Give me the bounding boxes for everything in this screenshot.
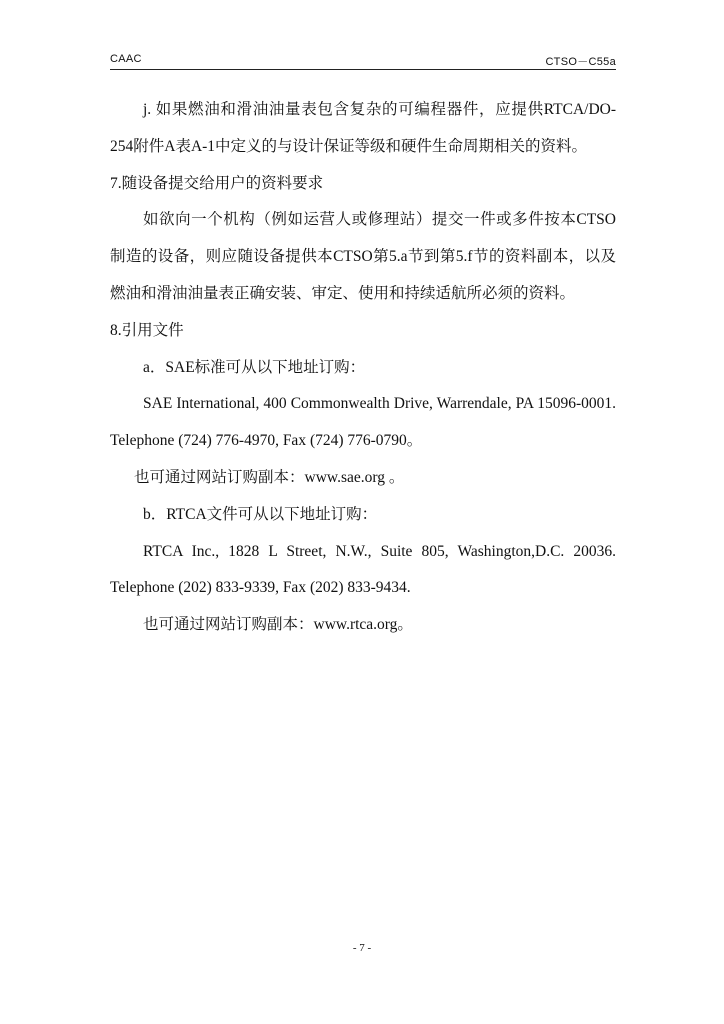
document-body [110, 92, 616, 644]
rtca-website: 也可通过网站订购副本：www.rtca.org。 [143, 616, 413, 634]
section-7-heading: 7.随设备提交给用户的资料要求 [110, 174, 324, 192]
sae-website: 也可通过网站订购副本：www.sae.org 。 [134, 468, 405, 486]
page-number: - 7 - [352, 942, 372, 954]
header-right-ctso-number: CTSO－C55a [545, 56, 616, 68]
header-divider [110, 69, 616, 70]
section-8-heading: 8.引用文件 [110, 321, 184, 339]
item-a-sae: a．SAE标准可从以下地址订购： [143, 358, 366, 376]
rtca-address: RTCA Inc., 1828 L Street, N.W., Suite 805, Washington,D.C. 20036. Telephone (202) 833-9339, Fax (202) 833-9434. [110, 542, 616, 597]
section-7-body: 如欲向一个机构（例如运营人或修理站）提交一件或多件按本CTSO制造的设备，则应随设备提供本CTSO第5.a节到第5.f节的资料副本，以及燃油和滑油油量表正确安装、审定、使用和持续适航所必须的资料。 [110, 211, 616, 302]
item-b-rtca: b．RTCA文件可从以下地址订购： [143, 505, 378, 523]
header-left-caac: CAAC [110, 53, 142, 65]
paragraph-item-j: j. 如果燃油和滑油油量表包含复杂的可编程器件，应提供RTCA/DO-254附件A表A-1中定义的与设计保证等级和硬件生命周期相关的资料。 [110, 101, 616, 155]
sae-address: SAE International, 400 Commonwealth Drive, Warrendale, PA 15096-0001. Telephone (724) 776-4970, Fax (724) 776-0790。 [110, 395, 616, 450]
